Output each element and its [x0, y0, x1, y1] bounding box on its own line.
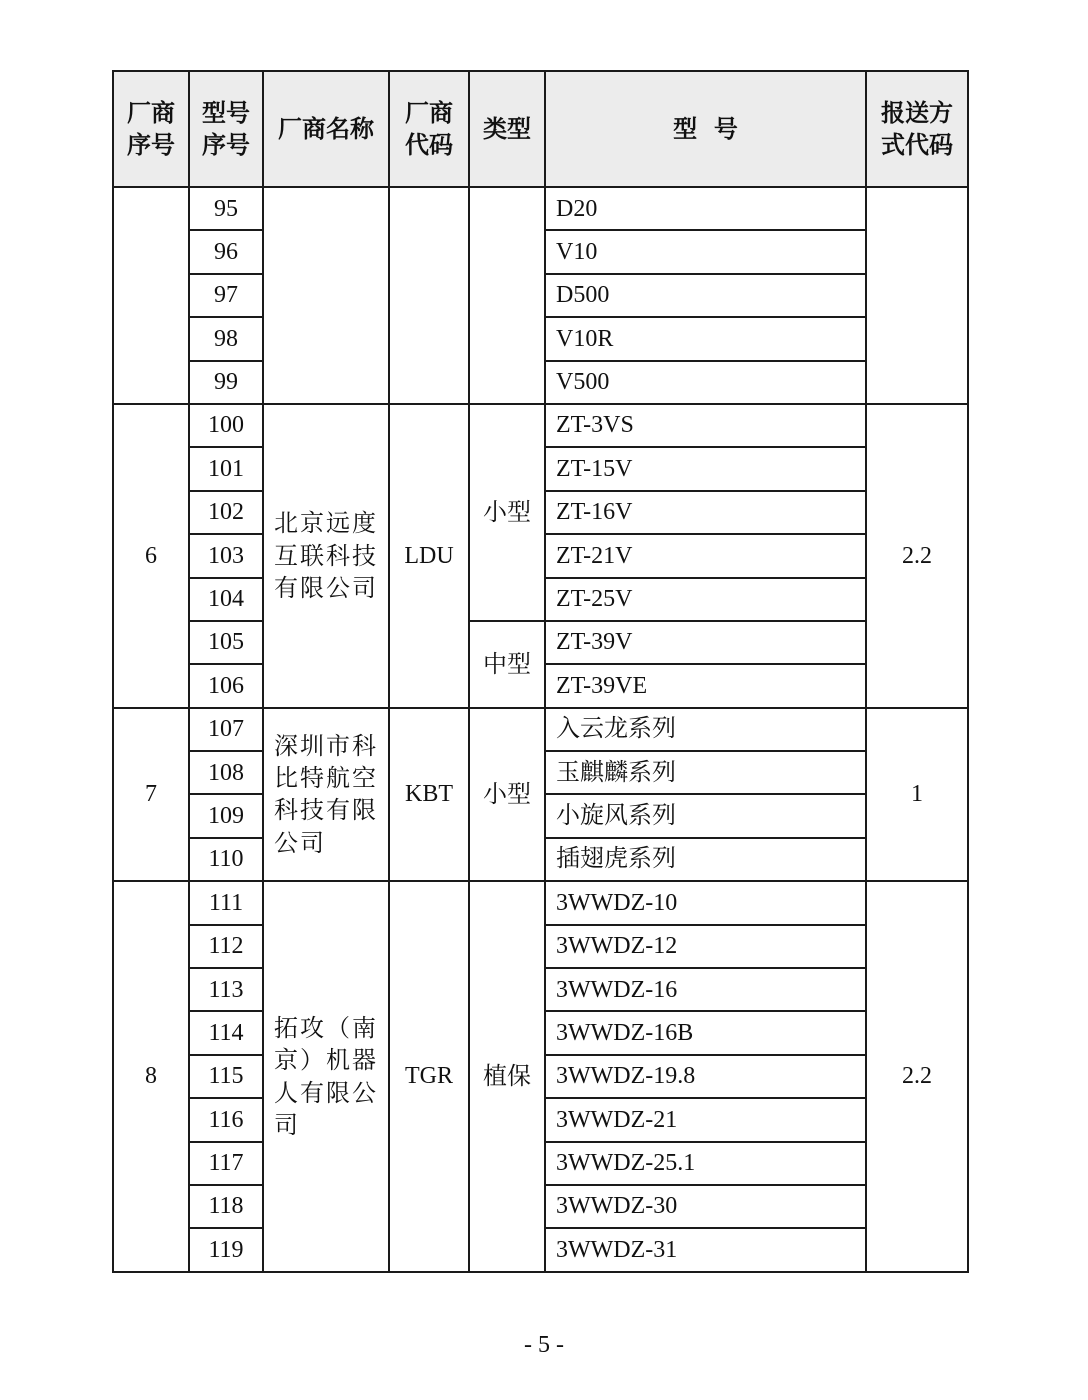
model-seq-cell: 97 — [189, 274, 263, 317]
mfr-name-cell: 深圳市科比特航空科技有限公司 — [263, 708, 389, 882]
header-mfr-code: 厂商 代码 — [389, 71, 469, 187]
model-cell: V10R — [545, 317, 866, 360]
model-seq-cell: 110 — [189, 838, 263, 881]
mfr-name-cell — [263, 187, 389, 404]
report-code-cell — [866, 187, 968, 404]
type-cell: 中型 — [469, 621, 545, 708]
model-seq-cell: 116 — [189, 1098, 263, 1141]
mfr-code-cell: LDU — [389, 404, 469, 708]
model-seq-cell: 96 — [189, 230, 263, 273]
report-code-cell: 2.2 — [866, 404, 968, 708]
mfr-seq-cell: 7 — [113, 708, 189, 882]
header-model-seq: 型号 序号 — [189, 71, 263, 187]
model-seq-cell: 117 — [189, 1142, 263, 1185]
model-table — [112, 70, 969, 1273]
page-number: - 5 - — [524, 1332, 564, 1358]
model-seq-cell: 105 — [189, 621, 263, 664]
type-cell: 小型 — [469, 708, 545, 882]
model-cell: 3WWDZ-16B — [545, 1011, 866, 1054]
header-mfr-seq: 厂商 序号 — [113, 71, 189, 187]
model-seq-cell: 111 — [189, 881, 263, 924]
model-cell: D20 — [545, 187, 866, 230]
model-cell: ZT-21V — [545, 534, 866, 577]
model-seq-cell: 102 — [189, 491, 263, 534]
model-seq-cell: 103 — [189, 534, 263, 577]
header-model: 型 号 — [545, 71, 866, 187]
table-row — [113, 404, 968, 447]
model-seq-cell: 119 — [189, 1228, 263, 1271]
header-row — [113, 71, 968, 187]
model-seq-cell: 104 — [189, 578, 263, 621]
model-cell: ZT-15V — [545, 447, 866, 490]
model-seq-cell: 114 — [189, 1011, 263, 1054]
header-type: 类型 — [469, 71, 545, 187]
table-body — [113, 187, 968, 1272]
mfr-seq-cell: 6 — [113, 404, 189, 708]
model-cell: 3WWDZ-19.8 — [545, 1055, 866, 1098]
mfr-name-cell: 北京远度互联科技有限公司 — [263, 404, 389, 708]
mfr-seq-cell — [113, 187, 189, 404]
model-cell: ZT-25V — [545, 578, 866, 621]
model-seq-cell: 118 — [189, 1185, 263, 1228]
type-cell — [469, 187, 545, 404]
type-cell: 小型 — [469, 404, 545, 621]
mfr-code-cell — [389, 187, 469, 404]
model-cell: V500 — [545, 361, 866, 404]
table-row — [113, 621, 968, 664]
mfr-name-cell: 拓攻（南京）机器人有限公司 — [263, 881, 389, 1272]
model-seq-cell: 100 — [189, 404, 263, 447]
model-cell: ZT-39VE — [545, 664, 866, 707]
model-cell: ZT-39V — [545, 621, 866, 664]
model-cell: V10 — [545, 230, 866, 273]
table-row — [113, 881, 968, 924]
model-seq-cell: 101 — [189, 447, 263, 490]
header-mfr-name: 厂商名称 — [263, 71, 389, 187]
model-cell: 3WWDZ-31 — [545, 1228, 866, 1271]
model-cell: D500 — [545, 274, 866, 317]
type-cell: 植保 — [469, 881, 545, 1272]
model-seq-cell: 115 — [189, 1055, 263, 1098]
model-cell: 3WWDZ-25.1 — [545, 1142, 866, 1185]
model-seq-cell: 109 — [189, 794, 263, 837]
mfr-code-cell: KBT — [389, 708, 469, 882]
model-cell: ZT-16V — [545, 491, 866, 534]
model-cell: 3WWDZ-21 — [545, 1098, 866, 1141]
model-seq-cell: 95 — [189, 187, 263, 230]
model-seq-cell: 112 — [189, 925, 263, 968]
model-seq-cell: 98 — [189, 317, 263, 360]
model-seq-cell: 106 — [189, 664, 263, 707]
report-code-cell: 1 — [866, 708, 968, 882]
model-cell: 3WWDZ-30 — [545, 1185, 866, 1228]
model-seq-cell: 107 — [189, 708, 263, 751]
model-cell: 3WWDZ-12 — [545, 925, 866, 968]
mfr-code-cell: TGR — [389, 881, 469, 1272]
table-row — [113, 708, 968, 751]
header-report-code: 报送方 式代码 — [866, 71, 968, 187]
model-cell: 插翅虎系列 — [545, 838, 866, 881]
model-cell: ZT-3VS — [545, 404, 866, 447]
report-code-cell: 2.2 — [866, 881, 968, 1272]
mfr-seq-cell: 8 — [113, 881, 189, 1272]
table-row — [113, 187, 968, 230]
model-seq-cell: 99 — [189, 361, 263, 404]
model-cell: 3WWDZ-10 — [545, 881, 866, 924]
model-cell: 玉麒麟系列 — [545, 751, 866, 794]
model-seq-cell: 113 — [189, 968, 263, 1011]
model-cell: 小旋风系列 — [545, 794, 866, 837]
model-cell: 入云龙系列 — [545, 708, 866, 751]
model-seq-cell: 108 — [189, 751, 263, 794]
model-cell: 3WWDZ-16 — [545, 968, 866, 1011]
